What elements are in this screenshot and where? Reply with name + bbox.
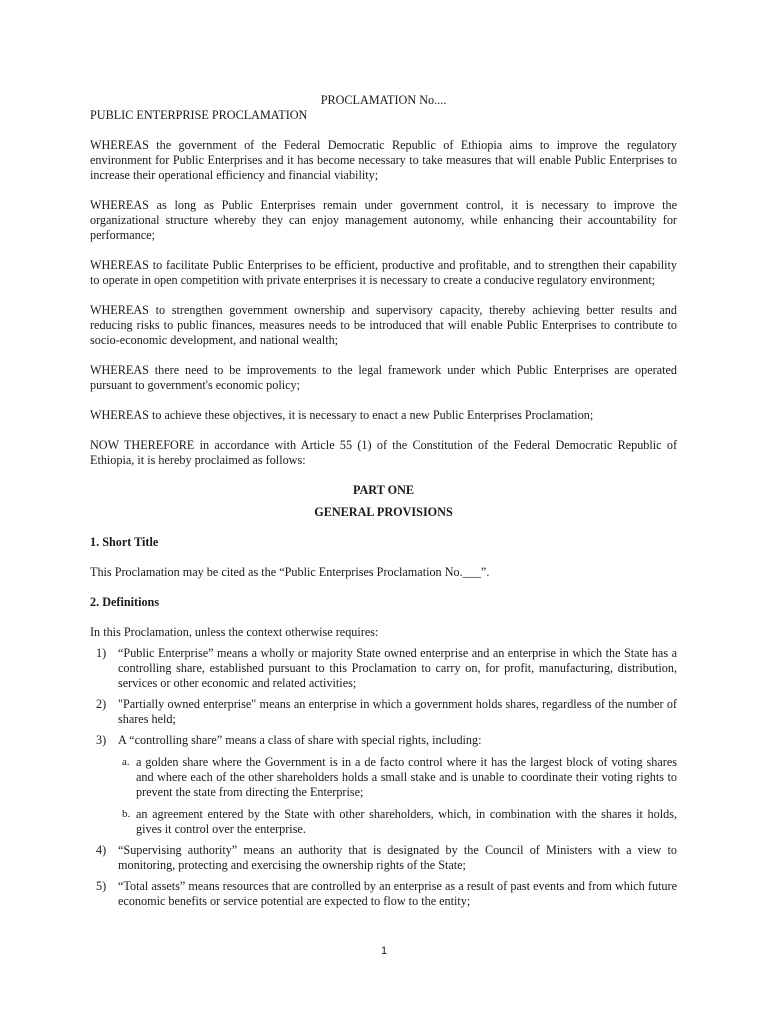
definition-text: A “controlling share” means a class of share with special rights, including: [118, 733, 482, 747]
part-label: PART ONE [352, 483, 415, 497]
definition-number: 3) [96, 733, 107, 747]
whereas-paragraph-6: WHEREAS to achieve these objectives, it is necessary to enact a new Public Enterprises Proclamation; [90, 408, 594, 422]
sub-item-label: a. [122, 756, 130, 768]
definition-text: “Supervising authority” means an authority that is designated by the Council of Ministers with a view to monitoring, protecting and exercising the ownership rights of the State; [118, 843, 677, 872]
definition-item-3 [90, 733, 677, 748]
definition-item-5 [90, 879, 677, 909]
definition-number: 5) [96, 879, 107, 893]
document-body [90, 93, 677, 909]
definition-item-2 [90, 697, 677, 727]
whereas-paragraph-5: WHEREAS there need to be improvements to the legal framework under which Public Enterprises are operated pursuant to government's economic policy; [90, 363, 677, 392]
whereas-paragraph-3: WHEREAS to facilitate Public Enterprises to be efficient, productive and profitable, and to strengthen their capability to operate in open competition with private enterprises it is necessary to create a conducive regulatory environment; [90, 258, 677, 287]
definition-text: “Total assets” means resources that are controlled by an enterprise as a result of past events and from which future economic benefits or service potential are expected to flow to the entity; [118, 879, 677, 908]
proclamation-heading: PROCLAMATION No.... [320, 93, 447, 107]
definition-item-1 [90, 646, 677, 691]
definition-number: 4) [96, 843, 107, 857]
sub-item-text: an agreement entered by the State with other shareholders, which, in combination with the shares it holds, gives it control over the enterprise. [136, 807, 677, 836]
controlling-share-item-b [90, 807, 677, 837]
part-title: GENERAL PROVISIONS [314, 505, 453, 519]
whereas-paragraph-1: WHEREAS the government of the Federal Democratic Republic of Ethiopia aims to improve the regulatory environment for Public Enterprises and it has become necessary to take measures that will enable Public Enterprises to increase their operational efficiency and financial viability; [90, 138, 677, 182]
proclamation-title: PUBLIC ENTERPRISE PROCLAMATION [90, 108, 308, 122]
section-1-text: This Proclamation may be cited as the “Public Enterprises Proclamation No.___”. [90, 565, 490, 579]
page-number: 1 [380, 945, 388, 957]
whereas-paragraph-2: WHEREAS as long as Public Enterprises remain under government control, it is necessary to improve the organizational structure whereby they can enjoy management autonomy, while enhancing their accountability for performance; [90, 198, 677, 242]
whereas-paragraph-4: WHEREAS to strengthen government ownership and supervisory capacity, thereby achieving better results and reducing risks to public finances, measures needs to be introduced that will enable Public Enterprises to contribute to socio-economic development, and national wealth; [90, 303, 677, 347]
definition-number: 2) [96, 697, 107, 711]
section-2-heading-text: 2. Definitions [90, 595, 160, 609]
section-1-heading [90, 535, 677, 550]
section-2-intro: In this Proclamation, unless the context otherwise requires: [90, 625, 379, 639]
controlling-share-item-a [90, 755, 677, 800]
section-1-heading-text: 1. Short Title [90, 535, 159, 549]
definition-text: “Public Enterprise” means a wholly or majority State owned enterprise and an enterprise in which the State has a controlling share, established pursuant to this Proclamation to carry on, for profit, manufacturing, distribution, services or other economic and related activities; [118, 646, 677, 690]
sub-item-text: a golden share where the Government is in a de facto control where it has the largest block of voting shares and where each of the other shareholders holds a small stake and is unable to coordinate their voting rights to prevent the state from directing the Enterprise; [136, 755, 677, 799]
now-therefore-paragraph: NOW THEREFORE in accordance with Article 55 (1) of the Constitution of the Federal Democratic Republic of Ethiopia, it is hereby proclaimed as follows: [90, 438, 677, 467]
definition-text: "Partially owned enterprise" means an enterprise in which a government holds shares, regardless of the number of shares held; [118, 697, 677, 726]
definition-item-4 [90, 843, 677, 873]
section-2-heading [90, 595, 677, 610]
definition-number: 1) [96, 646, 107, 660]
sub-item-label: b. [122, 808, 131, 820]
